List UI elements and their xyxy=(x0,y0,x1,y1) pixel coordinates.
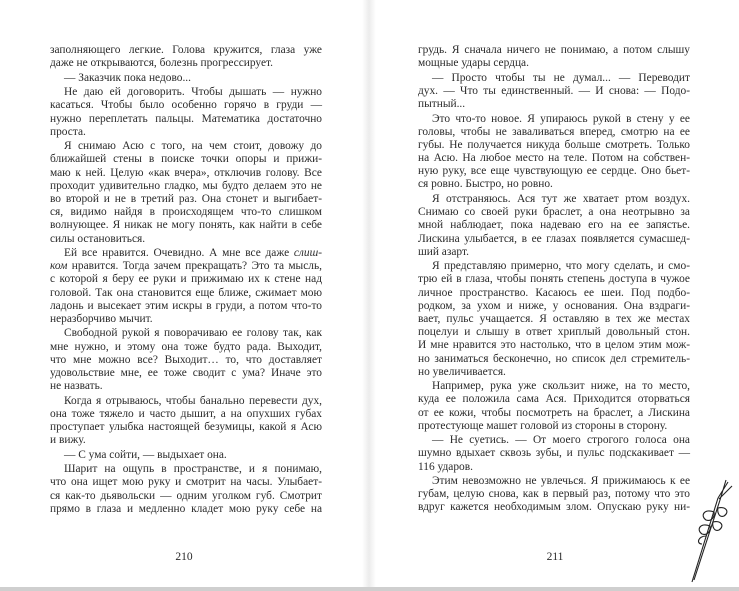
text-segment: Я представляю примерно, что могу сделать, и смо- xyxy=(432,260,690,273)
text-segment: Свободной рукой я поворачиваю ее голову так, как xyxy=(64,327,322,340)
text-line xyxy=(50,126,322,139)
text-segment: проста. xyxy=(50,125,86,138)
text-segment: — С ума сойти, — выдыхает она. xyxy=(64,448,227,461)
text-segment: дух. — Что ты единственный. — И снова: — Подо- xyxy=(418,84,690,97)
text-line xyxy=(418,85,690,98)
text-segment: ладонь и высекает этим искры в груди, а потом что-то xyxy=(50,299,322,312)
text-segment: Ей все нравится. Очевидно. А мне все даже xyxy=(64,247,294,259)
text-line xyxy=(50,341,322,354)
text-line xyxy=(50,180,322,193)
text-segment: касаться. Чтобы было особенно горячо в груди — xyxy=(50,99,322,112)
text-line xyxy=(50,300,322,313)
text-segment: что она ищет мою руку и смотрит на часы. Улыбает- xyxy=(50,476,322,489)
text-line xyxy=(50,44,322,57)
text-segment: с которой я беру ее руки и прижимаю их к стене над xyxy=(50,273,322,286)
text-line xyxy=(418,393,690,406)
text-line xyxy=(418,178,690,191)
text-line xyxy=(418,57,690,70)
text-line xyxy=(418,353,690,366)
text-line xyxy=(50,247,322,260)
text-line xyxy=(418,260,690,273)
text-line xyxy=(418,407,690,420)
text-line xyxy=(418,488,690,501)
page-bottom-edge xyxy=(0,587,739,591)
text-segment: прямо в глаза и медленно кладет мою руку себе на xyxy=(50,502,322,515)
text-segment: 116 ударов. xyxy=(418,460,473,473)
text-line xyxy=(50,57,322,70)
text-segment: ся ровно. Быстро, но ровно. xyxy=(418,178,553,191)
text-line xyxy=(50,167,322,180)
text-segment: шумно вдыхает сквозь зубы, и пульс подскакивает — xyxy=(418,447,690,460)
text-segment: головы, чтобы не заваливаться вперед, смотрю на ее xyxy=(418,125,690,138)
text-segment: проходит удивительно гладко, мы будто делаем это не xyxy=(50,179,322,192)
text-segment: на Асю. На любое место на теле. Потом на собствен- xyxy=(418,152,690,165)
italic-text: слиш- xyxy=(293,247,322,259)
page-text-column xyxy=(418,44,690,515)
text-segment: родком, за ухом и ниже, у основания. Она вздраги- xyxy=(418,299,690,312)
text-segment: поцелуи и слышу в ответ хриплый довольный стон. xyxy=(418,326,690,339)
text-segment: Например, рука уже скользит ниже, на то место, xyxy=(432,380,690,393)
text-segment: губы. Не получается никуда больше смотреть. Только xyxy=(418,138,690,151)
text-line xyxy=(50,140,322,153)
text-line xyxy=(50,206,322,219)
text-line xyxy=(418,193,690,206)
text-segment: удовольствие мне, ее тоже сводит с ума? Иначе это xyxy=(50,366,322,379)
text-segment: ближайшей стены в поиске точки опоры и прижи- xyxy=(50,153,322,166)
text-line xyxy=(418,461,690,474)
text-line xyxy=(418,126,690,139)
text-segment: мощные удары сердца. xyxy=(418,57,529,70)
text-segment: пытный... xyxy=(418,98,466,111)
text-segment: ший азарт. xyxy=(418,245,469,258)
text-segment: Не даю ей договорить. Чтобы дышать — нужно xyxy=(64,86,322,99)
text-line xyxy=(50,380,322,393)
text-line xyxy=(50,408,322,421)
text-segment: вдруг кажется необходимым злом. Опускаю руку ни- xyxy=(418,501,690,514)
text-line xyxy=(418,434,690,447)
text-line xyxy=(50,233,322,246)
text-segment: волнующее. Я никак не могу понять, как найти в себе xyxy=(50,219,322,232)
text-segment: она тоже тяжело и часто дышит, а на опухших губах xyxy=(50,407,322,420)
text-segment: маю к ней. Целую «как вчера», отключив голову. Все xyxy=(50,166,322,179)
text-line xyxy=(418,139,690,152)
text-line xyxy=(50,153,322,166)
text-segment: Шарит на ощупь в пространстве, и я понимаю, xyxy=(64,463,322,476)
text-line xyxy=(50,86,322,99)
text-line xyxy=(50,113,322,126)
text-segment: протестующе машет головой из стороны в сторону. xyxy=(418,419,668,432)
text-line xyxy=(418,44,690,57)
text-line xyxy=(50,367,322,380)
text-segment: во второй и не в третий раз. Она стонет и выгибает- xyxy=(50,192,322,205)
text-segment: неразборчиво мычит. xyxy=(50,312,153,325)
text-line xyxy=(50,260,322,273)
text-segment: и вижу. xyxy=(50,434,86,447)
text-line xyxy=(50,219,322,232)
text-line xyxy=(50,490,322,503)
text-line xyxy=(418,72,690,85)
text-segment: Это что-то новое. Я упираюсь рукой в стену у ее xyxy=(432,112,690,125)
text-segment: ную руку, все еще чувствующую ее сердце. Оно бьет- xyxy=(418,165,690,178)
text-segment: грудь. Я сначала ничего не понимаю, а потом слышу xyxy=(418,44,690,56)
page-number: 211 xyxy=(546,551,564,563)
text-line xyxy=(418,113,690,126)
text-line xyxy=(50,313,322,326)
left-page xyxy=(0,0,368,587)
text-segment: ся, видимо найдя в происходящем что-то слишком xyxy=(50,206,322,219)
text-line xyxy=(50,354,322,367)
text-line xyxy=(50,503,322,516)
text-segment: мной наблюдает, пока надеваю его на ее запястье. xyxy=(418,219,690,232)
text-segment: трю ей в глаза, чтобы понять степень доступа в чужое xyxy=(418,273,690,286)
text-line xyxy=(418,219,690,232)
text-segment: силы остановиться. xyxy=(50,232,146,245)
text-line xyxy=(418,326,690,339)
text-line xyxy=(418,246,690,259)
right-page xyxy=(371,0,739,587)
text-line xyxy=(418,447,690,460)
text-line xyxy=(418,380,690,393)
text-line xyxy=(50,273,322,286)
text-segment: головой. Так она становится еще ближе, сжимает мою xyxy=(50,286,322,299)
text-line xyxy=(50,193,322,206)
text-segment: нужно переплетать пальцы. Математика достаточно xyxy=(50,112,322,125)
text-line xyxy=(50,449,322,462)
text-segment: И мне нравится это настолько, что в целом этим мож- xyxy=(418,339,690,352)
text-segment: губам, целую снова, как в первый раз, потому что это xyxy=(418,488,690,501)
page-text-column xyxy=(50,44,322,516)
text-segment: Когда я отрываюсь, чтобы банально перевести дух, xyxy=(64,394,322,407)
text-segment: что мне можно все? Выходит… то, что доставляет xyxy=(50,353,322,366)
text-line xyxy=(50,72,322,85)
text-segment: заполняющего легкие. Голова кружится, глаза уже xyxy=(50,44,322,56)
text-segment: вает, пульс учащается. Я оставляю в тех же местах xyxy=(418,312,690,325)
text-line xyxy=(418,420,690,433)
italic-text: ком xyxy=(50,260,68,273)
text-line xyxy=(418,98,690,111)
text-segment: — Заказчик пока недово... xyxy=(64,71,191,84)
text-line xyxy=(418,152,690,165)
text-line xyxy=(418,475,690,488)
text-segment: но увеличивается. xyxy=(418,365,506,378)
text-line xyxy=(418,287,690,300)
text-segment: Этим невозможно не увлечься. Я прижимаюсь к ее xyxy=(432,475,690,488)
text-line xyxy=(50,395,322,408)
text-segment: не назвать. xyxy=(50,380,103,393)
text-segment: нравится. Тогда зачем прекращать? Это та мысль, xyxy=(67,260,322,273)
text-segment: Я отстраняюсь. Ася тут же хватает ртом воздух. xyxy=(432,192,690,205)
text-segment: личное пространство. Касаюсь ее шеи. Под подбо- xyxy=(418,286,690,299)
text-segment: куда ее положила сама Ася. Приходится оторваться xyxy=(418,393,690,406)
text-segment: даже не открываются, болезнь прогрессирует. xyxy=(50,57,274,70)
text-line xyxy=(50,287,322,300)
text-line xyxy=(50,463,322,476)
text-line xyxy=(418,339,690,352)
text-line xyxy=(418,206,690,219)
text-line xyxy=(418,233,690,246)
text-line xyxy=(50,476,322,489)
text-segment: Лискина улыбается, в ее глазах появляется сумасшед- xyxy=(418,232,690,245)
text-line xyxy=(418,165,690,178)
text-segment: — Не суетись. — От моего строгого голоса она xyxy=(432,434,690,447)
text-segment: от ее кожи, чтобы посмотреть на браслет, а Лискина xyxy=(418,406,690,419)
text-line xyxy=(50,421,322,434)
text-segment: — Просто чтобы ты не думал... — Переводит xyxy=(432,71,690,84)
text-segment: ся как-то дьявольски — одним уголком губ. Смотрит xyxy=(50,489,322,502)
page-number: 210 xyxy=(175,551,193,563)
text-line xyxy=(418,501,690,514)
text-line xyxy=(50,434,322,447)
text-line xyxy=(50,327,322,340)
text-line xyxy=(50,99,322,112)
text-line xyxy=(418,300,690,313)
text-segment: Снимаю со своей руки браслет, а она неотрывно за xyxy=(418,206,690,219)
text-segment: но заниматься бесконечно, но список дел стремитель- xyxy=(418,352,690,365)
flower-sketch-icon xyxy=(688,478,734,584)
text-segment: проступает улыбка настоящей безумицы, какой я Асю xyxy=(50,421,322,434)
text-segment: Я снимаю Асю с того, на чем стоит, довожу до xyxy=(64,140,322,153)
text-line xyxy=(418,273,690,286)
text-line xyxy=(418,313,690,326)
text-segment: мне нужно, и этому она тоже будто рада. Выходит, xyxy=(50,340,322,353)
text-line xyxy=(418,366,690,379)
